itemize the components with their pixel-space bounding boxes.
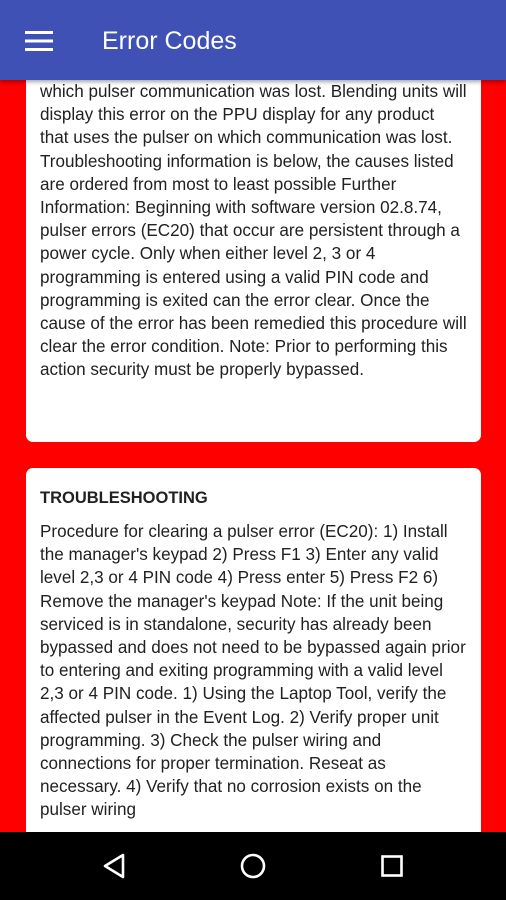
card-heading: TROUBLESHOOTING	[40, 489, 208, 507]
app-bar	[0, 0, 506, 80]
info-card	[26, 80, 481, 442]
home-circle-icon[interactable]	[233, 846, 273, 886]
troubleshooting-card	[26, 468, 481, 832]
back-triangle-icon[interactable]	[94, 846, 134, 886]
hamburger-menu-icon[interactable]	[22, 24, 56, 58]
page-title: Error Codes	[102, 27, 237, 55]
card-body-text: which pulser communication was lost. Blending units will display this error on the PPU display for any product that uses the pulser on which communication was lost. Troubleshooting information is below, the causes listed are ordered from most to least possible Further Information: Beginning with software version 02.8.74, pulser errors (EC20) that occur are persistent through a power cycle. Only when either level 2, 3 or 4 programming is entered using a valid PIN code and programming is exited can the error clear. Once the cause of the error has been remedied this procedure will clear the error condition. Note: Prior to performing this action security must be properly bypassed.	[40, 82, 467, 380]
recents-square-icon[interactable]	[372, 846, 412, 886]
system-nav-bar	[0, 832, 506, 900]
card-body-text: Procedure for clearing a pulser error (EC20): 1) Install the manager's keypad 2) Press F1 3) Enter any valid level 2,3 or 4 PIN code 4) Press enter 5) Press F2 6) Remove the manager's keypad Note: If the unit being serviced is in standalone, security has already been bypassed and does not need to be bypassed again prior to entering and exiting programming with a valid level 2,3 or 4 PIN code. 1) Using the Laptop Tool, verify the affected pulser in the Event Log. 2) Verify proper unit programming. 3) Check the pulser wiring and connections for proper termination. Reseat as necessary. 4) Verify that no corrosion exists on the pulser wiring	[40, 522, 466, 820]
scroll-content[interactable]	[0, 80, 506, 832]
